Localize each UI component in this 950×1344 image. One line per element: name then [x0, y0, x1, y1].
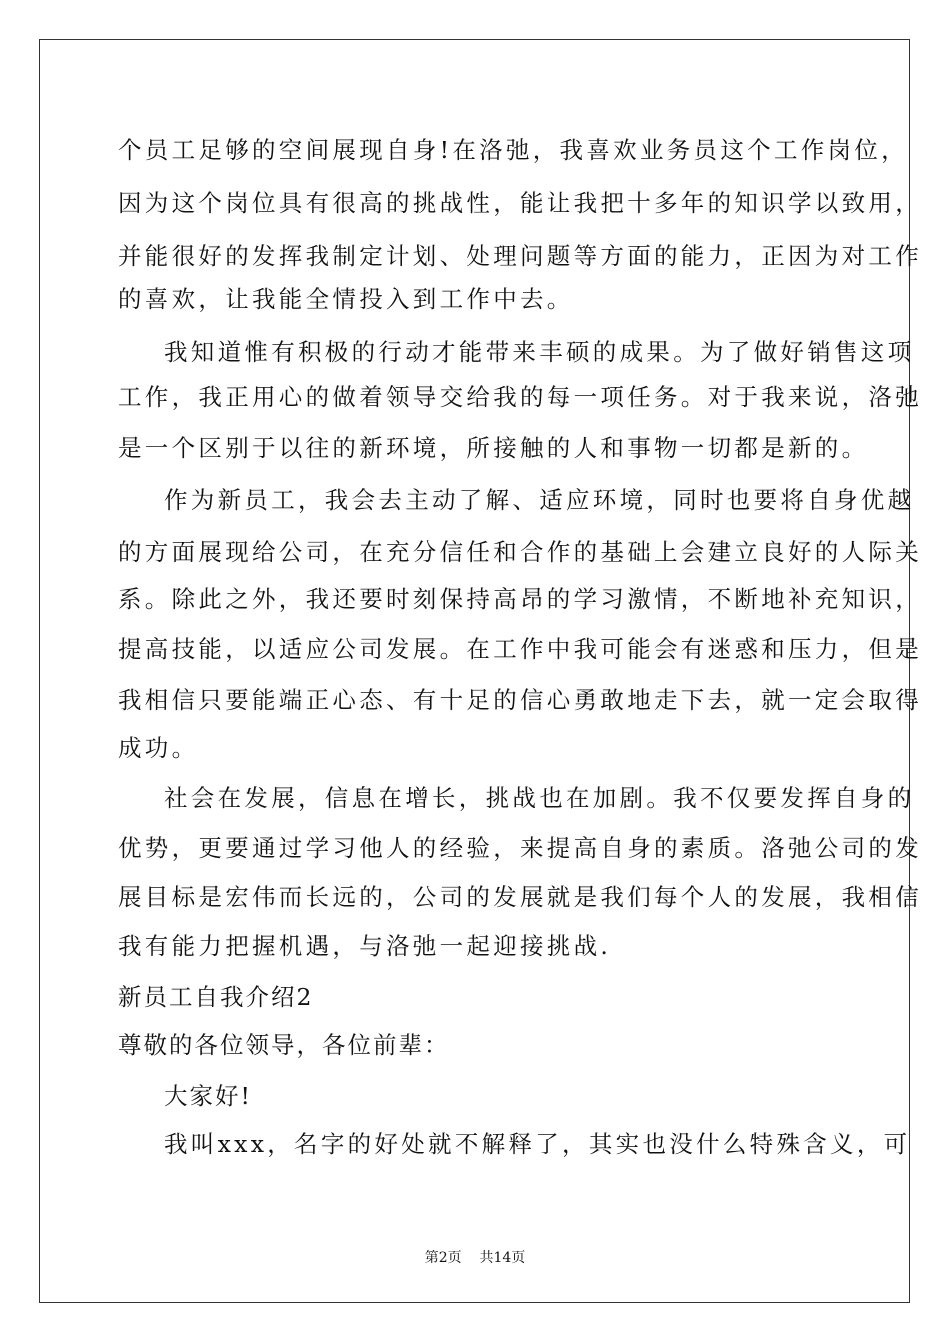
paragraph-3-line-4: 提高技能，以适应公司发展。在工作中我可能会有迷惑和压力，但是 [118, 635, 922, 663]
page-footer: 第2页 共14页 [424, 1250, 526, 1266]
paragraph-2-line-1: 我知道惟有积极的行动才能带来丰硕的成果。为了做好销售这项 [164, 338, 915, 366]
paragraph-4-line-4: 我有能力把握机遇，与洛弛一起迎接挑战. [118, 932, 612, 960]
paragraph-3-line-1: 作为新员工，我会去主动了解、适应环境，同时也要将自身优越 [164, 486, 915, 514]
paragraph-2-line-3: 是一个区别于以往的新环境，所接触的人和事物一切都是新的。 [118, 434, 869, 462]
paragraph-1-line-4: 的喜欢，让我能全情投入到工作中去。 [118, 285, 574, 313]
paragraph-4-line-1: 社会在发展，信息在增长，挑战也在加剧。我不仅要发挥自身的 [164, 784, 915, 812]
paragraph-1-line-1: 个员工足够的空间展现自身!在洛弛，我喜欢业务员这个工作岗位， [118, 136, 908, 164]
paragraph-3-line-3: 系。除此之外，我还要时刻保持高昂的学习激情，不断地补充知识， [118, 585, 922, 613]
paragraph-2-line-2: 工作，我正用心的做着领导交给我的每一项任务。对于我来说，洛弛 [118, 383, 922, 411]
intro-line: 我叫xxx，名字的好处就不解释了，其实也没什么特殊含义，可 [164, 1130, 911, 1158]
paragraph-1-line-3: 并能很好的发挥我制定计划、处理问题等方面的能力，正因为对工作 [118, 242, 922, 270]
page-border [39, 39, 922, 1303]
paragraph-4-line-2: 优势，更要通过学习他人的经验，来提高自身的素质。洛弛公司的发 [118, 834, 922, 862]
greeting: 大家好! [164, 1082, 252, 1110]
salutation: 尊敬的各位领导，各位前辈： [118, 1031, 450, 1059]
paragraph-3-line-2: 的方面展现给公司，在充分信任和合作的基础上会建立良好的人际关 [118, 538, 922, 566]
paragraph-3-line-5: 我相信只要能端正心态、有十足的信心勇敢地走下去，就一定会取得 [118, 686, 922, 714]
paragraph-3-line-6: 成功。 [118, 734, 199, 762]
paragraph-1-line-2: 因为这个岗位具有很高的挑战性，能让我把十多年的知识学以致用， [118, 189, 922, 217]
section-title: 新员工自我介绍2 [118, 983, 314, 1011]
paragraph-4-line-3: 展目标是宏伟而长远的，公司的发展就是我们每个人的发展，我相信 [118, 883, 922, 911]
